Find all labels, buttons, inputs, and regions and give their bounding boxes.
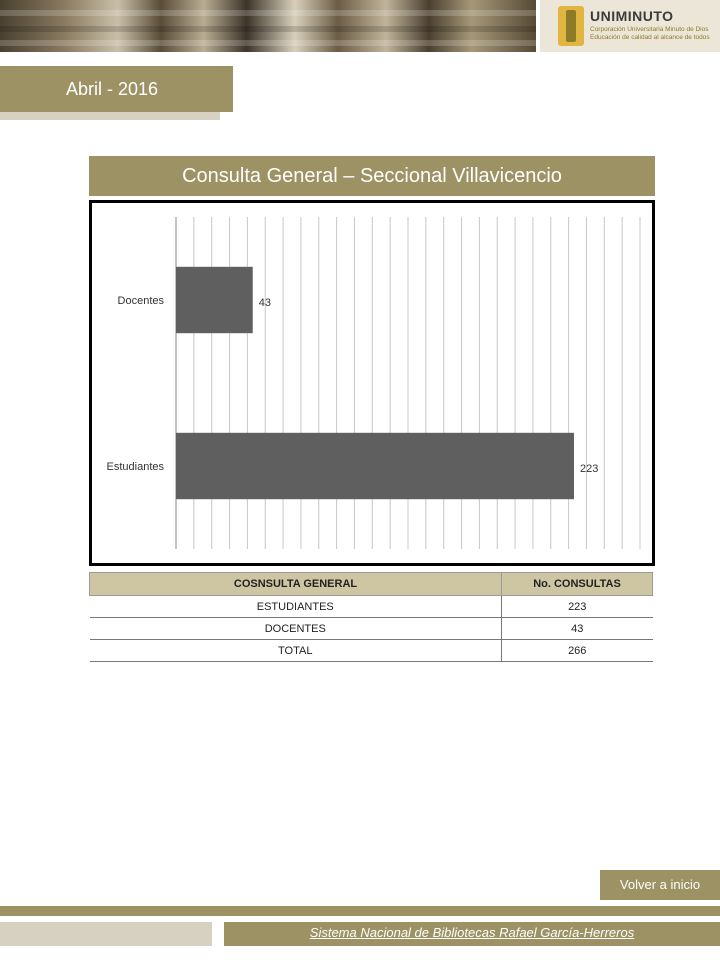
category-label-docentes: Docentes	[117, 295, 164, 307]
footer-divider	[0, 906, 720, 916]
footer-left-block	[0, 922, 212, 946]
logo-name: UNIMINUTO	[590, 8, 674, 24]
logo-tagline: Educación de calidad al alcance de todos	[590, 34, 710, 41]
back-to-home-button[interactable]: Volver a inicio	[600, 870, 720, 900]
logo-subtitle: Corporación Universitaria Minuto de Dios	[590, 26, 709, 33]
header-no-consultas: No. CONSULTAS	[502, 573, 653, 596]
bar-chart	[92, 203, 652, 563]
category-label-estudiantes: Estudiantes	[106, 461, 164, 473]
chart-frame	[89, 200, 655, 566]
university-logo	[540, 0, 720, 52]
footer-link-bar[interactable]	[224, 922, 720, 946]
table-row	[90, 640, 653, 662]
footer-link[interactable]: Sistema Nacional de Bibliotecas Rafael García-Herreros	[309, 925, 635, 940]
data-label-docentes: 43	[258, 297, 271, 309]
row-value: 266	[502, 640, 653, 662]
table-row	[90, 618, 653, 640]
header-banner-photo	[0, 0, 536, 52]
logo-icon	[558, 6, 584, 46]
month-label: Abril - 2016	[0, 66, 233, 112]
month-tab-shadow	[0, 112, 220, 120]
row-label: TOTAL	[90, 640, 502, 662]
data-label-estudiantes: 223	[579, 463, 599, 475]
bar-docentes	[176, 267, 253, 333]
table-header-row	[90, 573, 653, 596]
row-label: DOCENTES	[90, 618, 502, 640]
row-label: ESTUDIANTES	[90, 596, 502, 618]
data-table	[89, 572, 653, 662]
bar-estudiantes	[176, 433, 574, 499]
page-title: Consulta General – Seccional Villavicencio	[89, 156, 655, 196]
header-consulta: COSNSULTA GENERAL	[90, 573, 502, 596]
table-row	[90, 596, 653, 618]
row-value: 43	[502, 618, 653, 640]
row-value: 223	[502, 596, 653, 618]
